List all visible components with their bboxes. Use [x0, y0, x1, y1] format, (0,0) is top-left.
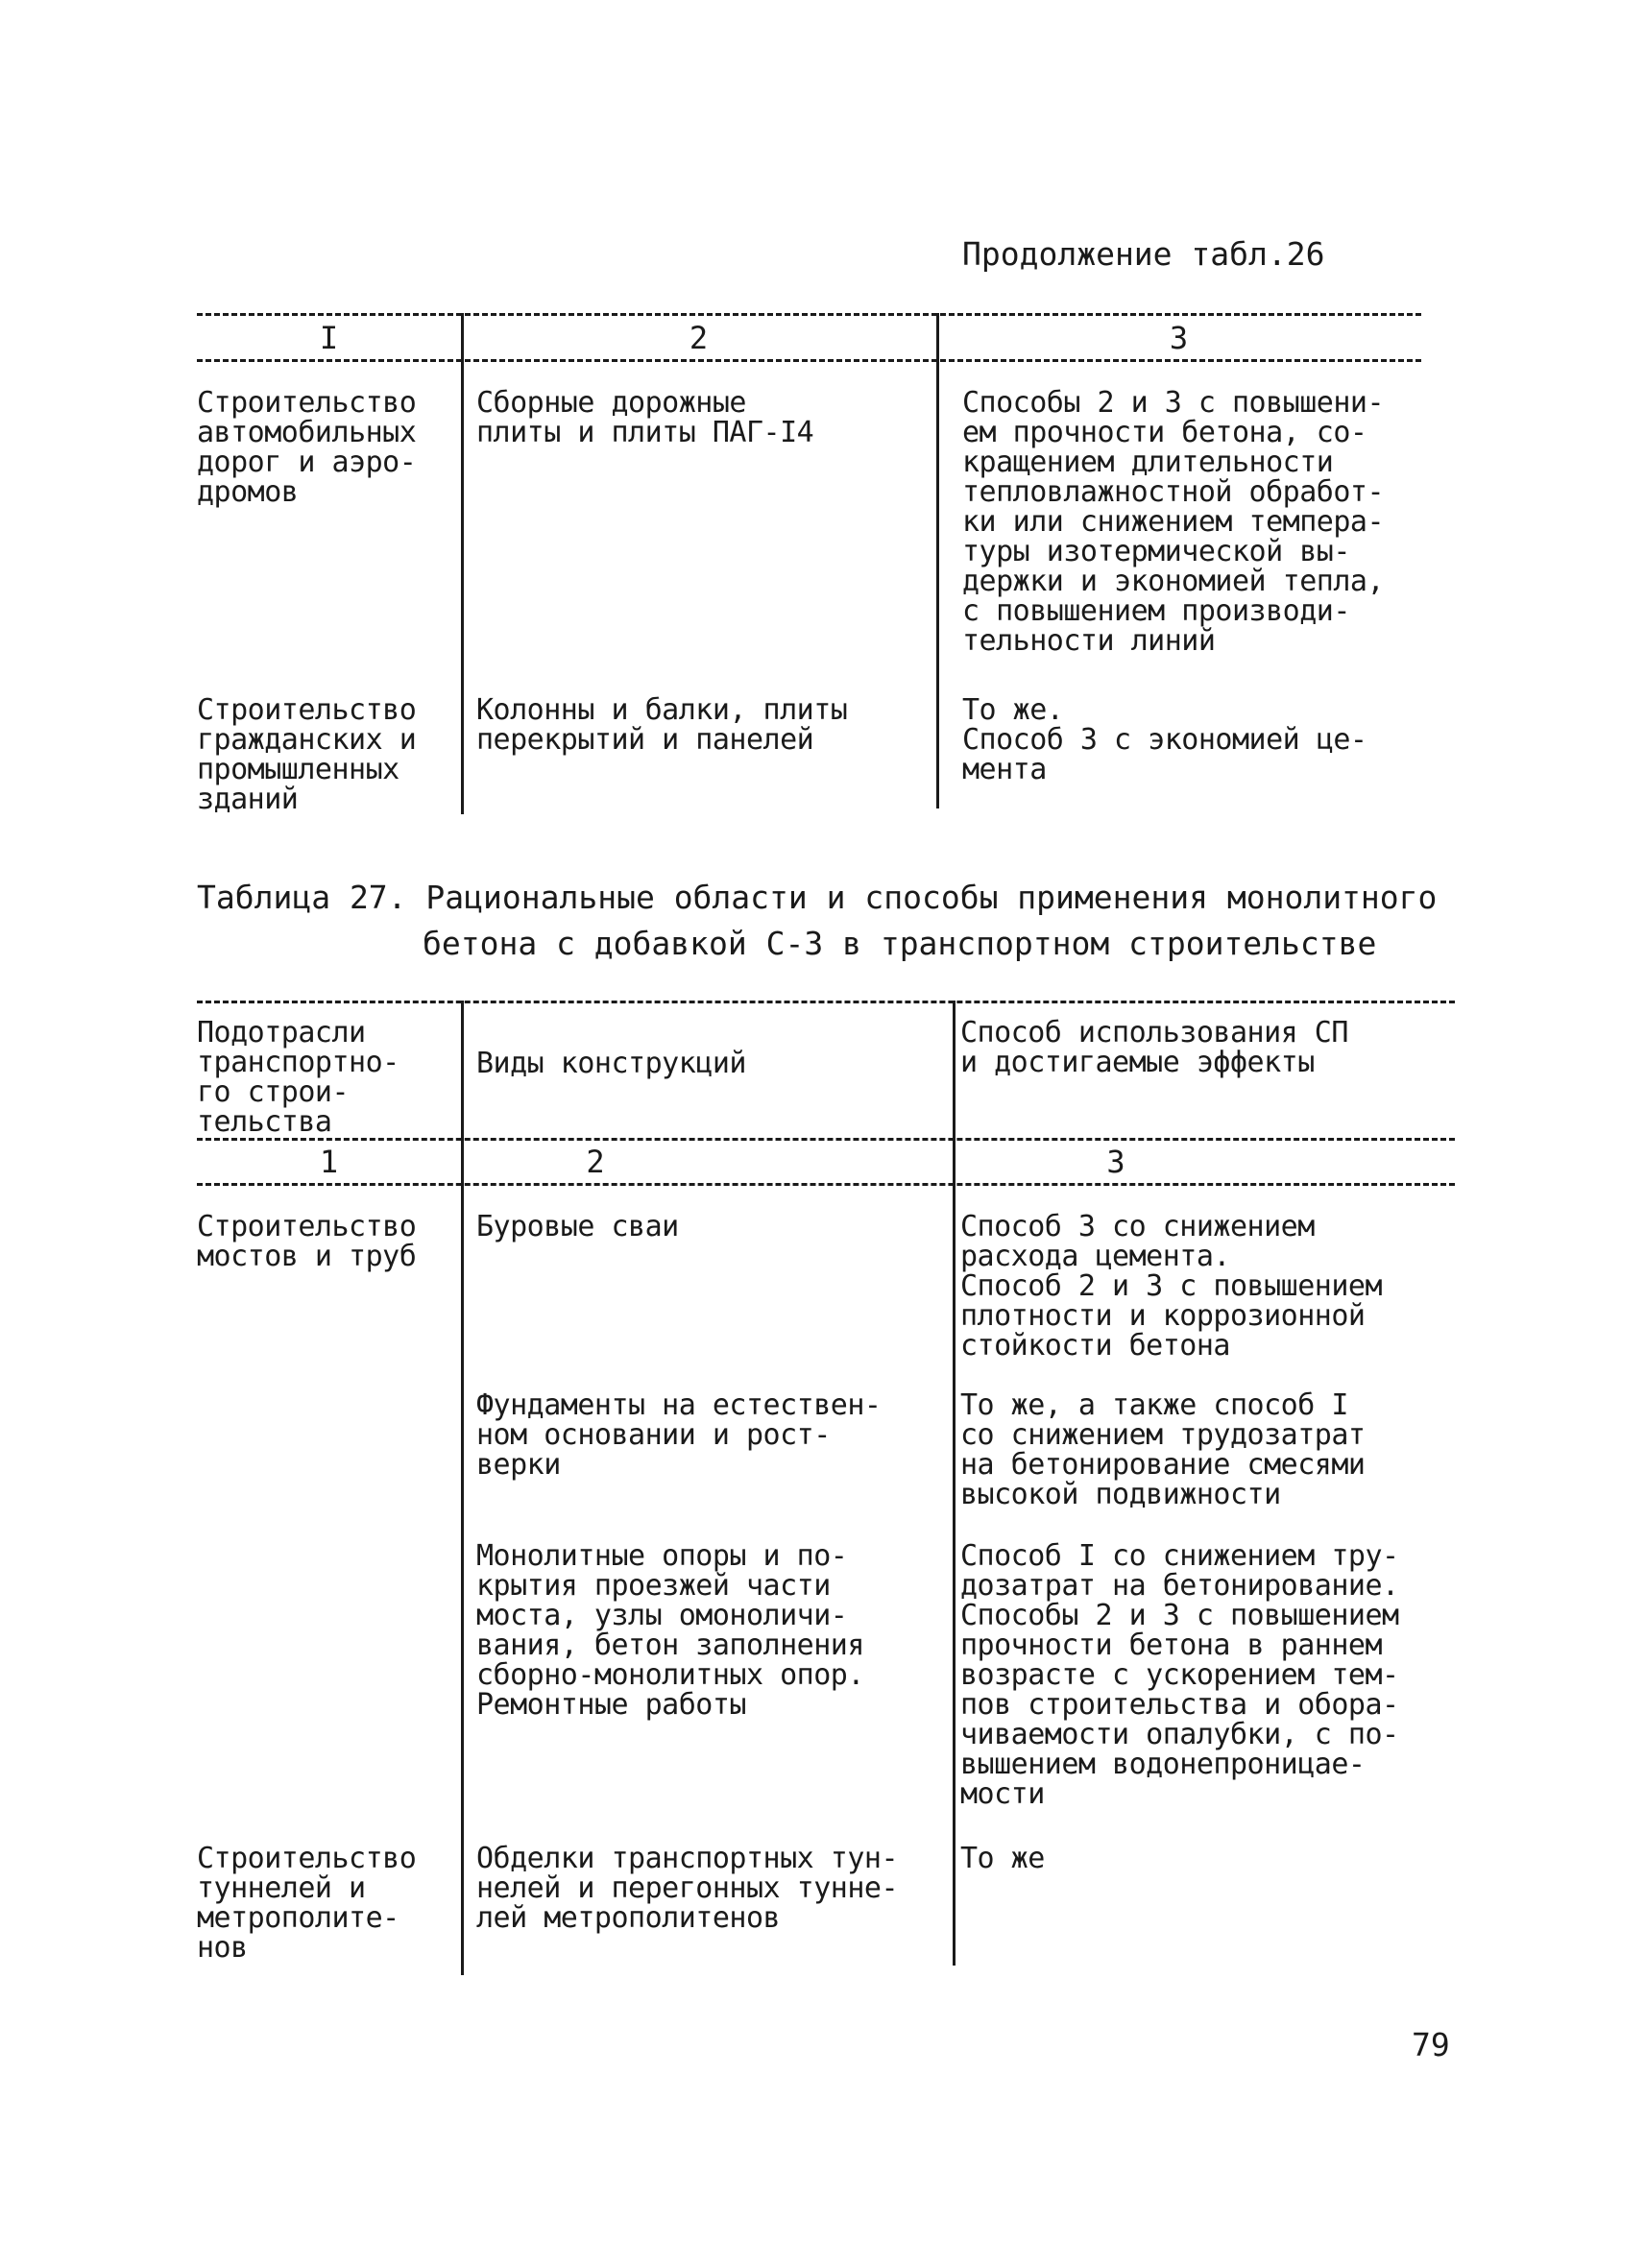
table-27-top-rule: [197, 1001, 1455, 1003]
table-26-header-rule: [197, 359, 1421, 362]
table-27-number-col-2: 2: [586, 1144, 605, 1180]
table-26-top-rule: [197, 313, 1421, 316]
table-27-row-1-structures: Буровые сваи: [476, 1210, 679, 1243]
table-27-header-rule: [197, 1138, 1455, 1141]
table-26-header-col-2: 2: [689, 320, 709, 356]
table-26-row-1-structures: Сборные дорожные плиты и плиты ПАГ-I4: [476, 386, 814, 449]
table-27-number-col-3: 3: [1106, 1144, 1125, 1180]
table-26-header-col-3: 3: [1169, 320, 1189, 356]
table-27-numbers-rule: [197, 1183, 1455, 1186]
table-27-header-col-3: Способ использования СП и достигаемые эффекты: [960, 1016, 1348, 1079]
table-26-col-divider-1: [461, 313, 464, 814]
table-27-header-col-2: Виды конструкций: [476, 1047, 746, 1080]
table-26-row-2-structures: Колонны и балки, плиты перекрытий и панелей: [476, 693, 848, 757]
page-number: 79: [1412, 2026, 1450, 2063]
table-27-row-3-effects: Способ I со снижением тру- дозатрат на бетонирование. Способы 2 и 3 с повышением прочности бетона в раннем возрасте с ускорением тем- пов строительства и обора- чиваемости опалубки, с по- вышением водонепроницае- мости: [960, 1539, 1399, 1811]
table-27-header-col-1: Подотрасли транспортно- го строи- тельства: [197, 1016, 399, 1139]
table-27-row-1-industry: Строительство мостов и труб: [197, 1210, 417, 1273]
table-27-row-4-effects: То же: [960, 1842, 1045, 1875]
table-27-row-2-structures: Фундаменты на естествен- ном основании и рост- верки: [476, 1388, 882, 1482]
table-26-continuation-caption: Продолжение табл.26: [962, 235, 1325, 273]
table-27-row-4-structures: Обделки транспортных тун- нелей и перегонных тунне- лей метрополитенов: [476, 1842, 899, 1935]
table-27-title-line-2: бетона с добавкой С-3 в транспортном строительстве: [423, 925, 1377, 962]
table-27-row-2-effects: То же, а также способ I со снижением трудозатрат на бетонирование смесями высокой подвижности: [960, 1388, 1366, 1511]
table-26-row-1-effects: Способы 2 и 3 с повышени- ем прочности бетона, со- кращением длительности тепловлажностной обработ- ки или снижением темпера- туры изотермической вы- держки и экономией тепла, с повышением производи- тельности линий: [962, 386, 1385, 658]
table-26-row-2-industry: Строительство гражданских и промышленных зданий: [197, 693, 417, 816]
table-27-number-col-1: 1: [319, 1144, 339, 1180]
table-26-row-2-effects: То же. Способ 3 с экономией це- мента: [962, 693, 1367, 786]
table-26-header-col-1: I: [319, 320, 339, 356]
table-27-row-1-effects: Способ 3 со снижением расхода цемента. Способ 2 и 3 с повышением плотности и коррозионной стойкости бетона: [960, 1210, 1383, 1363]
table-27-row-4-industry: Строительство туннелей и метрополите- нов: [197, 1842, 417, 1965]
table-27-title-line-1: Таблица 27. Рациональные области и способы применения монолитного: [197, 879, 1438, 916]
table-27-row-3-structures: Монолитные опоры и по- крытия проезжей части моста, узлы омоноличи- вания, бетон заполнения сборно-монолитных опор. Ремонтные работы: [476, 1539, 864, 1722]
table-26-row-1-industry: Строительство автомобильных дорог и аэро- дромов: [197, 386, 417, 509]
table-26-col-divider-2: [936, 313, 939, 808]
